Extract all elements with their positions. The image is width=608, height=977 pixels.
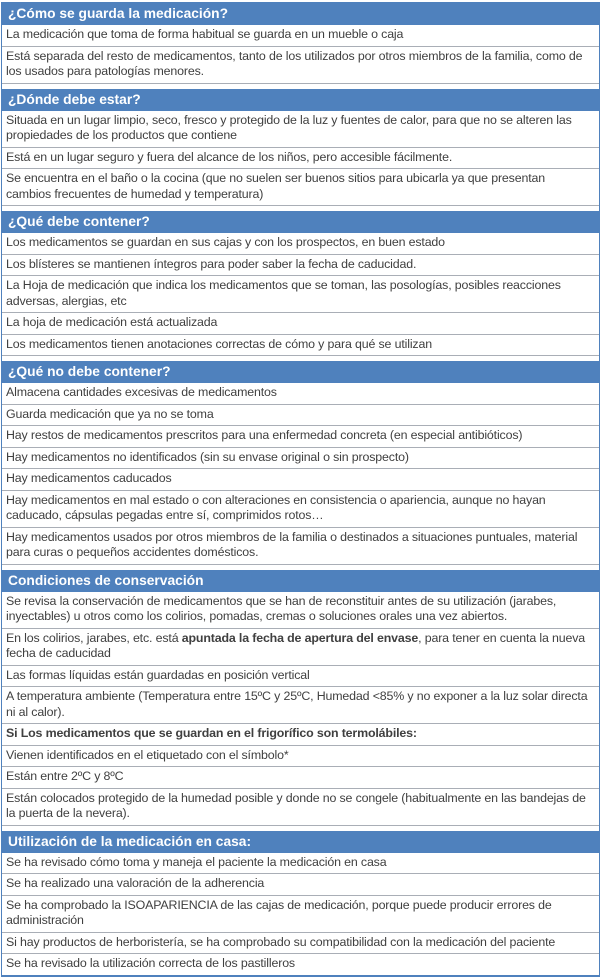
table-row: Hay medicamentos en mal estado o con alteraciones en consistencia o apariencia, aunque no hayan caducado, cápsulas pegadas entre sí, comprimidos rotos…: [2, 491, 599, 528]
checklist-table: [1, 2, 600, 977]
section-header: ¿Cómo se guarda la medicación?: [2, 3, 599, 25]
table-row: Se ha revisado cómo toma y maneja el paciente la medicación en casa: [2, 853, 599, 875]
table-row: Se ha realizado una valoración de la adherencia: [2, 874, 599, 896]
table-row: Guarda medicación que ya no se toma: [2, 405, 599, 427]
table-row: Las formas líquidas están guardadas en posición vertical: [2, 666, 599, 688]
table-row: La medicación que toma de forma habitual se guarda en un mueble o caja: [2, 25, 599, 47]
table-row: Hay medicamentos usados por otros miembros de la familia o destinados a situaciones puntuales, material para curas o pequeños accidentes domésticos.: [2, 528, 599, 565]
section-header: ¿Dónde debe estar?: [2, 89, 599, 111]
table-row: Si Los medicamentos que se guardan en el frigorífico son termolábiles:: [2, 724, 599, 746]
table-row: Si hay productos de herboristería, se ha comprobado su compatibilidad con la medicación del paciente: [2, 933, 599, 955]
table-row: Se ha revisado la utilización correcta de los pastilleros: [2, 954, 599, 975]
table-row: Está en un lugar seguro y fuera del alcance de los niños, pero accesible fácilmente.: [2, 148, 599, 170]
table-row: La Hoja de medicación que indica los medicamentos que se toman, las posologías, posibles reacciones adversas, alergias, etc: [2, 276, 599, 313]
table-row: Se ha comprobado la ISOAPARIENCIA de las cajas de medicación, porque puede producir errores de administración: [2, 896, 599, 933]
table-row: Vienen identificados en el etiquetado con el símbolo*: [2, 746, 599, 768]
table-row: Hay medicamentos no identificados (sin su envase original o sin prospecto): [2, 448, 599, 470]
table-row: Los medicamentos se guardan en sus cajas y con los prospectos, en buen estado: [2, 233, 599, 255]
row-text: , para tener en cuenta la nueva fecha de caducidad: [6, 630, 586, 660]
section-header: ¿Qué debe contener?: [2, 211, 599, 233]
table-row: La hoja de medicación está actualizada: [2, 313, 599, 335]
table-row: Los medicamentos tienen anotaciones correctas de cómo y para qué se utilizan: [2, 335, 599, 357]
section-header: Utilización de la medicación en casa:: [2, 831, 599, 853]
section-header: Condiciones de conservación: [2, 570, 599, 592]
table-row: Están entre 2ºC y 8ºC: [2, 767, 599, 789]
table-row: Se revisa la conservación de medicamentos que se han de reconstituir antes de su utilización (jarabes, inyectables) u otros como los colirios, pomadas, cremas o soluciones orales una vez abiertos.: [2, 592, 599, 629]
table-row: Están colocados protegido de la humedad posible y donde no se congele (habitualmente en las bandejas de la puerta de la nevera).: [2, 789, 599, 826]
table-row: [2, 629, 599, 666]
table-row: Hay medicamentos caducados: [2, 469, 599, 491]
row-text-bold: apuntada la fecha de apertura del envase: [181, 630, 419, 645]
table-row: Hay restos de medicamentos prescritos para una enfermedad concreta (en especial antibióticos): [2, 426, 599, 448]
row-text: En los colirios, jarabes, etc. está: [6, 630, 182, 645]
table-row: A temperatura ambiente (Temperatura entre 15ºC y 25ºC, Humedad <85% y no exponer a la luz solar directa ni al calor).: [2, 687, 599, 724]
table-row: Situada en un lugar limpio, seco, fresco y protegido de la luz y fuentes de calor, para que no se alteren las propiedades de los productos que contiene: [2, 111, 599, 148]
section-header: ¿Qué no debe contener?: [2, 361, 599, 383]
table-row: Los blísteres se mantienen íntegros para poder saber la fecha de caducidad.: [2, 255, 599, 277]
table-row: Almacena cantidades excesivas de medicamentos: [2, 383, 599, 405]
table-row: Se encuentra en el baño o la cocina (que no suelen ser buenos sitios para ubicarla ya que presentan cambios frecuentes de humedad y temperatura): [2, 169, 599, 206]
table-row: Está separada del resto de medicamentos, tanto de los utilizados por otros miembros de la familia, como de los usados para patologías menores.: [2, 47, 599, 84]
